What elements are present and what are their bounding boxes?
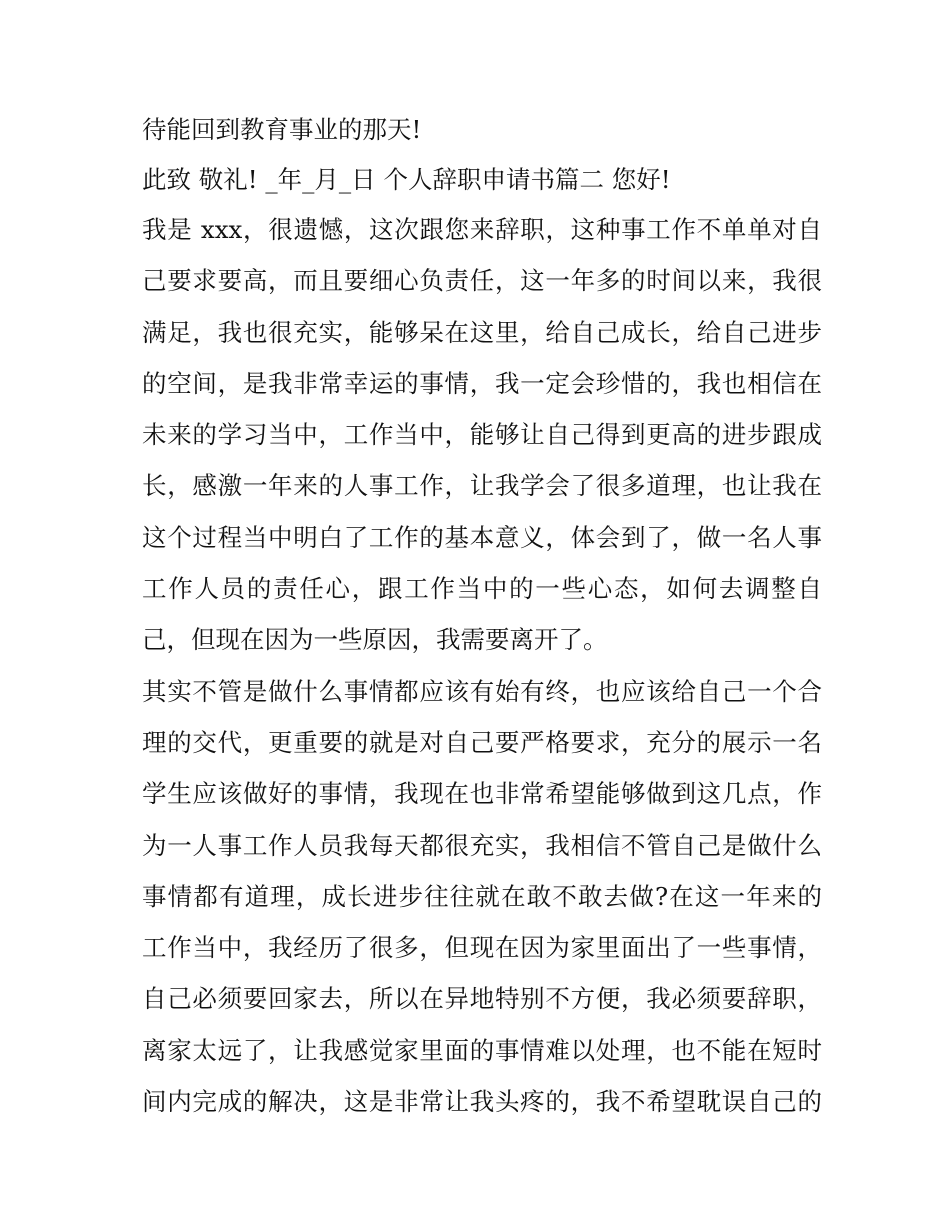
text-line: 的空间，是我非常幸运的事情，我一定会珍惜的，我也相信在 <box>142 368 822 398</box>
document-body <box>142 112 822 1135</box>
text-line: 事情都有道理，成长进步往往就在敢不敢去做?在这一年来的 <box>142 881 822 911</box>
text-line: 工作当中，我经历了很多，但现在因为家里面出了一些事情， <box>142 933 822 963</box>
text-line: 己，但现在因为一些原因，我需要离开了。 <box>142 625 608 655</box>
text-line: 我是 xxx，很遗憾，这次跟您来辞职，这种事工作不单单对自 <box>142 215 822 244</box>
text-line: 满足，我也很充实，能够呆在这里，给自己成长，给自己进步 <box>142 317 822 347</box>
text-line: 其实不管是做什么事情都应该有始有终，也应该给自己一个合 <box>142 676 822 706</box>
text-line: 间内完成的解决，这是非常让我头疼的，我不希望耽误自己的 <box>142 1087 822 1117</box>
text-line: 自己必须要回家去，所以在异地特别不方便，我必须要辞职， <box>142 984 822 1014</box>
text-line: 此致 敬礼! _年_月_日 个人辞职申请书篇二 您好! <box>142 165 671 194</box>
text-line: 理的交代，更重要的就是对自己要严格要求，充分的展示一名 <box>142 727 822 757</box>
text-line: 学生应该做好的事情，我现在也非常希望能够做到这几点，作 <box>142 779 822 809</box>
text-line: 未来的学习当中，工作当中，能够让自己得到更高的进步跟成 <box>142 420 822 450</box>
text-line: 己要求要高，而且要细心负责任，这一年多的时间以来，我很 <box>142 266 822 296</box>
text-line: 工作人员的责任心，跟工作当中的一些心态，如何去调整自 <box>142 574 822 604</box>
text-line: 离家太远了，让我感觉家里面的事情难以处理，也不能在短时 <box>142 1035 822 1065</box>
text-line: 为一人事工作人员我每天都很充实，我相信不管自己是做什么 <box>142 830 822 860</box>
text-line: 长，感激一年来的人事工作，让我学会了很多道理，也让我在 <box>142 471 822 501</box>
text-line: 这个过程当中明白了工作的基本意义，体会到了，做一名人事 <box>142 522 822 552</box>
text-line: 待能回到教育事业的那天! <box>142 115 422 144</box>
